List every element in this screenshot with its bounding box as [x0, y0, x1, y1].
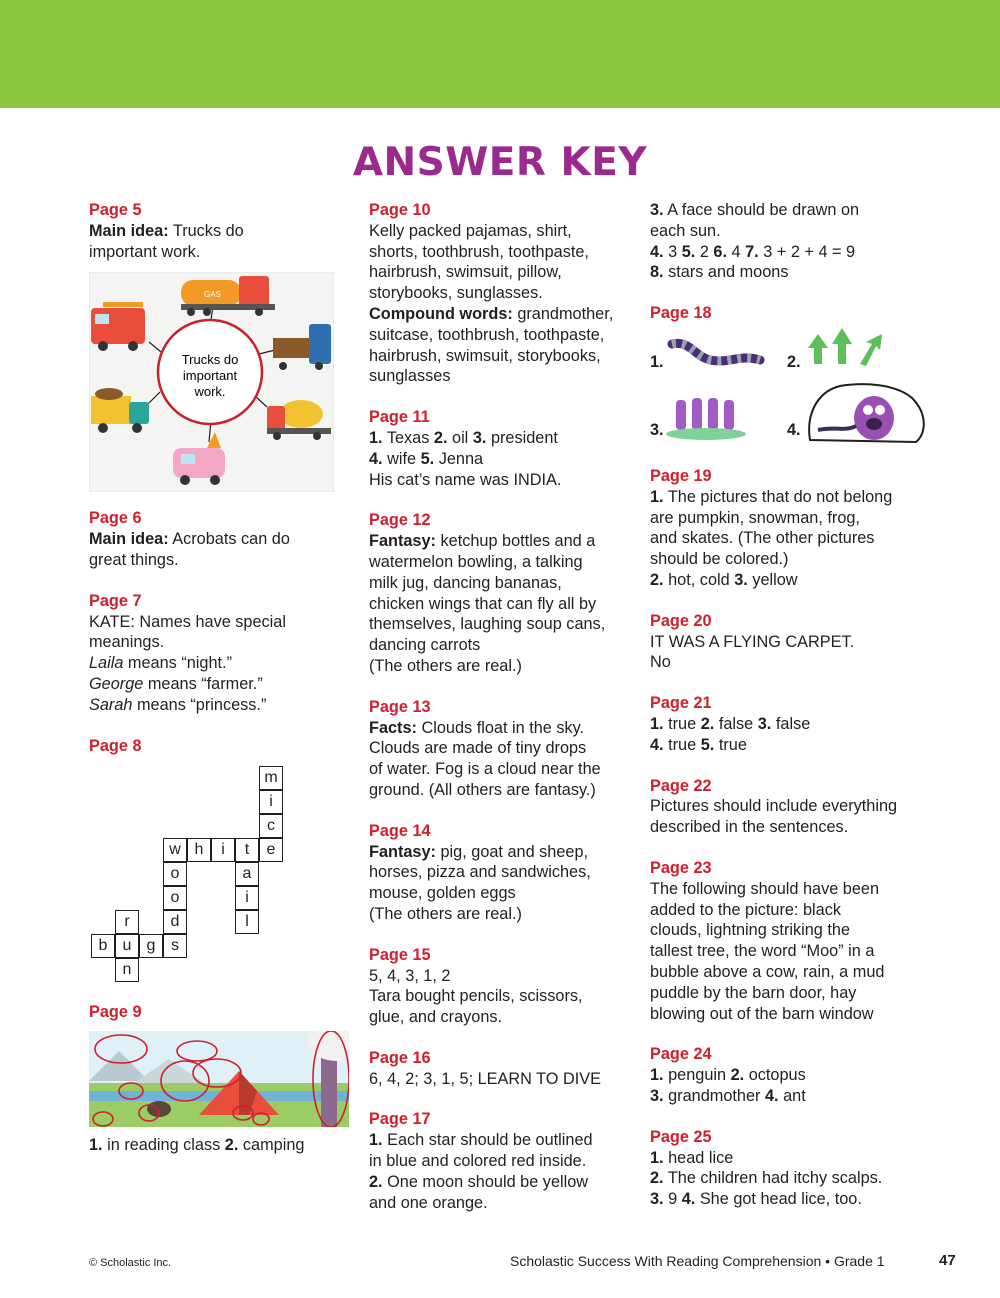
- circle-text: important: [182, 368, 238, 384]
- page-heading: Page 20: [650, 611, 712, 630]
- crossword-cell: i: [235, 886, 259, 910]
- answer-line: 1. in reading class 2. camping: [89, 1136, 305, 1155]
- answer-page-25: [650, 1127, 940, 1210]
- answer-line: No: [650, 653, 671, 672]
- answer-line: added to the picture: black: [650, 900, 841, 919]
- answer-line: blowing out of the barn window: [650, 1004, 874, 1023]
- answer-line: 6, 4, 2; 3, 1, 5; LEARN TO DIVE: [369, 1069, 601, 1088]
- answer-line: puddle by the barn door, hay: [650, 983, 857, 1002]
- crossword-cell: d: [163, 910, 187, 934]
- page-heading: Page 9: [89, 1003, 142, 1022]
- answer-page-9: [89, 1002, 344, 1156]
- answer-line: Laila means “night.”: [89, 654, 232, 673]
- answer-line: 1. Each star should be outlined: [369, 1131, 593, 1150]
- answer-line: Fantasy: pig, goat and sheep,: [369, 842, 589, 861]
- answer-line: bubble above a cow, rain, a mud: [650, 962, 885, 981]
- item-number: 2.: [787, 352, 801, 371]
- purple-legs-icon: [666, 398, 746, 440]
- page-heading: Page 15: [369, 945, 431, 964]
- page-title: ANSWER KEY: [352, 140, 648, 185]
- answer-page-19: [650, 466, 940, 591]
- page-heading: Page 12: [369, 511, 431, 530]
- copyright-notice: © Scholastic Inc.: [89, 1257, 172, 1269]
- page-heading: Page 6: [89, 509, 142, 528]
- page-heading: Page 21: [650, 694, 712, 713]
- answer-line: 3. 9 4. She got head lice, too.: [650, 1190, 862, 1209]
- page-heading: Page 5: [89, 201, 142, 219]
- page-heading: Page 13: [369, 697, 431, 716]
- answer-page-17: [369, 1109, 634, 1213]
- column-3: [650, 200, 940, 1230]
- monster-icon: [809, 384, 924, 442]
- answer-page-12: [369, 510, 634, 676]
- book-title: Scholastic Success With Reading Comprehension • Grade 1: [510, 1253, 885, 1269]
- crossword-cell: i: [211, 838, 235, 862]
- column-2: [369, 200, 634, 1233]
- answer-line: (The others are real.): [369, 904, 522, 923]
- crossword-cell: o: [163, 862, 187, 886]
- answer-line: mouse, golden eggs: [369, 884, 516, 903]
- answer-line: hairbrush, swimsuit, storybooks,: [369, 346, 601, 365]
- gas-truck-icon: [181, 276, 275, 316]
- crossword-cell: b: [91, 934, 115, 958]
- page-heading: Page 16: [369, 1048, 431, 1067]
- answer-line: and skates. (The other pictures: [650, 529, 875, 548]
- page-heading: Page 24: [650, 1045, 712, 1064]
- answer-line: important work.: [89, 242, 201, 261]
- answer-line: 4. true 5. true: [650, 735, 747, 754]
- page-heading: Page 23: [650, 858, 712, 877]
- crossword-cell: t: [235, 838, 259, 862]
- answer-line: Fantasy: ketchup bottles and a: [369, 532, 596, 551]
- answer-line: suitcase, toothbrush, toothpaste,: [369, 325, 605, 344]
- answer-line: sunglasses: [369, 367, 451, 386]
- crossword-cell: m: [259, 766, 283, 790]
- answer-line: Pictures should include everything: [650, 797, 898, 816]
- answer-page-11: [369, 407, 634, 490]
- answer-line: Sarah means “princess.”: [89, 695, 267, 714]
- svg-text:GAS: GAS: [204, 290, 221, 300]
- answer-line: 1. true 2. false 3. false: [650, 714, 811, 733]
- answer-line: are pumpkin, snowman, frog,: [650, 508, 860, 527]
- page-number: 47: [939, 1252, 956, 1269]
- answer-line: 1. The pictures that do not belong: [650, 487, 893, 506]
- answer-line: 1. penguin 2. octopus: [650, 1066, 806, 1085]
- answer-page-14: [369, 821, 634, 925]
- page-heading: Page 17: [369, 1110, 431, 1129]
- answer-page-23: [650, 858, 940, 1024]
- answer-line: 2. hot, cold 3. yellow: [650, 570, 798, 589]
- answer-line: milk jug, dancing bananas,: [369, 573, 562, 592]
- crossword-cell: o: [163, 886, 187, 910]
- answer-page-10: [369, 200, 634, 387]
- answer-line: themselves, laughing soup cans,: [369, 615, 606, 634]
- page-heading: Page 19: [650, 466, 712, 485]
- answer-line: described in the sentences.: [650, 818, 849, 837]
- crossword-grid: [89, 762, 289, 984]
- trucks-illustration: [89, 272, 334, 492]
- top-color-band: [0, 0, 1000, 108]
- crossword-cell: e: [259, 838, 283, 862]
- answer-line: The following should have been: [650, 879, 880, 898]
- answer-page-8: [89, 736, 344, 985]
- circle-text: work.: [194, 384, 226, 400]
- crossword-cell: g: [139, 934, 163, 958]
- answer-page-5: [89, 200, 344, 492]
- answer-line: in blue and colored red inside.: [369, 1152, 587, 1171]
- page-heading: Page 10: [369, 201, 431, 219]
- answer-line: ground. (All others are fantasy.): [369, 780, 596, 799]
- answer-line: 2. The children had itchy scalps.: [650, 1169, 883, 1188]
- page-heading: Page 7: [89, 591, 142, 610]
- answer-line: great things.: [89, 550, 179, 569]
- page-heading: Page 22: [650, 776, 712, 795]
- answer-page-22: [650, 776, 940, 838]
- answer-line: shorts, toothbrush, toothpaste,: [369, 242, 589, 261]
- circle-text: Trucks do: [181, 352, 239, 368]
- crossword-cell: n: [115, 958, 139, 982]
- crossword-cell: c: [259, 814, 283, 838]
- crossword-cell: w: [163, 838, 187, 862]
- page-18-pictures: [650, 326, 930, 446]
- answer-line: Kelly packed pajamas, shirt,: [369, 221, 572, 240]
- answer-line: Clouds are made of tiny drops: [369, 739, 587, 758]
- answer-page-16: [369, 1048, 634, 1090]
- green-arrows-icon: [808, 328, 882, 366]
- camping-illustration: [89, 1031, 349, 1127]
- answer-line: Compound words: grandmother,: [369, 304, 614, 323]
- fire-truck-icon: [91, 302, 145, 351]
- answer-line: should be colored.): [650, 550, 789, 569]
- answer-page-21: [650, 693, 940, 755]
- answer-page-20: [650, 611, 940, 673]
- answer-line: watermelon bowling, a talking: [369, 552, 583, 571]
- answer-line: of water. Fog is a cloud near the: [369, 760, 601, 779]
- answer-line: His cat’s name was INDIA.: [369, 470, 562, 489]
- answer-line: 1. Texas 2. oil 3. president: [369, 428, 558, 447]
- item-number: 1.: [650, 352, 664, 371]
- item-number: 3.: [650, 420, 664, 439]
- answer-line: meanings.: [89, 633, 165, 652]
- crossword-cell: l: [235, 910, 259, 934]
- answer-line: clouds, lightning striking the: [650, 921, 851, 940]
- answer-line: each sun.: [650, 221, 721, 240]
- answer-line: Facts: Clouds float in the sky.: [369, 718, 585, 737]
- page-heading: Page 18: [650, 304, 712, 323]
- answer-line: glue, and crayons.: [369, 1008, 503, 1027]
- answer-line: hairbrush, swimsuit, pillow,: [369, 263, 562, 282]
- page-heading: Page 11: [369, 408, 430, 427]
- page-heading: Page 14: [369, 821, 431, 840]
- crossword-cell: a: [235, 862, 259, 886]
- answer-line: 3. A face should be drawn on: [650, 201, 860, 219]
- crossword-cell: h: [187, 838, 211, 862]
- answer-line: 3. grandmother 4. ant: [650, 1086, 806, 1105]
- crossword-cell: u: [115, 934, 139, 958]
- column-1: [89, 200, 344, 1156]
- answer-line: (The others are real.): [369, 656, 522, 675]
- answer-line: 2. One moon should be yellow: [369, 1172, 589, 1191]
- crossword-cell: r: [115, 910, 139, 934]
- answer-page-7: [89, 591, 344, 716]
- answer-line: 5, 4, 3, 1, 2: [369, 966, 451, 985]
- answer-page-6: [89, 508, 344, 570]
- answer-page-18: [650, 303, 940, 446]
- answer-page-17-continued: [650, 200, 940, 283]
- item-number: 4.: [787, 420, 801, 439]
- answer-line: 4. wife 5. Jenna: [369, 449, 484, 468]
- answer-line: tallest tree, the word “Moo” in a: [650, 942, 875, 961]
- answer-line: IT WAS A FLYING CARPET.: [650, 632, 855, 651]
- answer-line: 4. 3 5. 2 6. 4 7. 3 + 2 + 4 = 9: [650, 242, 856, 261]
- answer-page-15: [369, 945, 634, 1028]
- page-heading: Page 25: [650, 1127, 712, 1146]
- answer-line: Main idea: Trucks do: [89, 221, 244, 240]
- answer-line: chicken wings that can fly all by: [369, 594, 597, 613]
- answer-page-13: [369, 697, 634, 801]
- answer-line: Tara bought pencils, scissors,: [369, 987, 583, 1006]
- answer-line: KATE: Names have special: [89, 612, 286, 631]
- answer-line: storybooks, sunglasses.: [369, 284, 543, 303]
- answer-line: horses, pizza and sandwiches,: [369, 863, 591, 882]
- answer-line: George means “farmer.”: [89, 674, 263, 693]
- crossword-cell: s: [163, 934, 187, 958]
- answer-line: Main idea: Acrobats can do: [89, 530, 290, 549]
- answer-page-24: [650, 1044, 940, 1106]
- striped-worm-icon: [672, 343, 760, 361]
- answer-line: and one orange.: [369, 1193, 488, 1212]
- page-heading: Page 8: [89, 736, 142, 755]
- answer-line: dancing carrots: [369, 636, 481, 655]
- answer-line: 8. stars and moons: [650, 263, 789, 282]
- crossword-cell: i: [259, 790, 283, 814]
- answer-line: 1. head lice: [650, 1148, 734, 1167]
